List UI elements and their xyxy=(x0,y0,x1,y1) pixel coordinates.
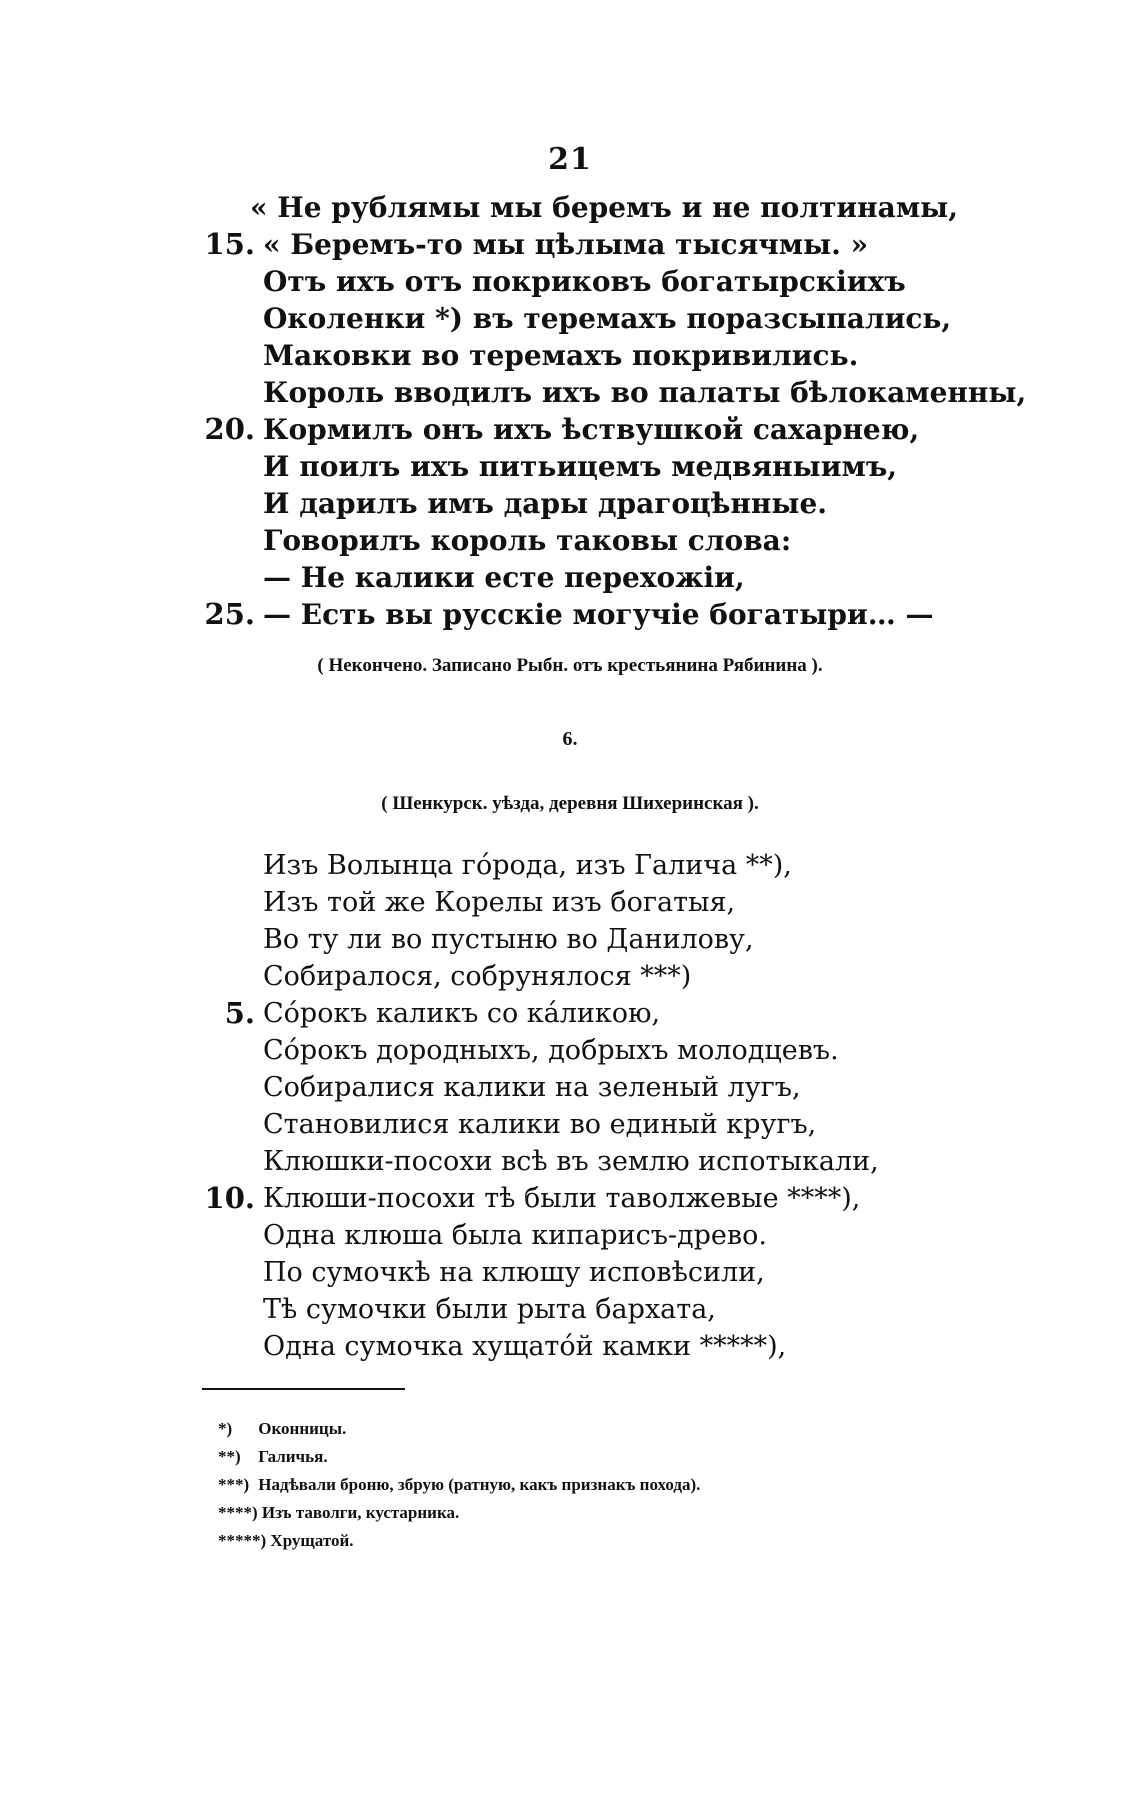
footnote-mark: *****) xyxy=(218,1531,267,1550)
verse-line xyxy=(0,374,1140,411)
colophon-note: ( Неконченo. Записано Рыбн. отъ крестьянина Рябинина ). xyxy=(317,655,823,676)
footnote-text: Галичья. xyxy=(258,1447,328,1466)
line-text: Собиралося, собрунялося ***) xyxy=(263,961,692,992)
footnote-mark: **) xyxy=(218,1447,241,1466)
footnote-text: Хрущатой. xyxy=(270,1531,354,1550)
verse-line xyxy=(0,847,1140,884)
verse-line xyxy=(0,1180,1140,1217)
line-text: Одна сумочка хущатóй камки *****), xyxy=(263,1331,787,1362)
verse-line xyxy=(0,1069,1140,1106)
stanza-2 xyxy=(0,847,1140,1365)
line-text: Клюши-посохи тѣ были таволжевые ****), xyxy=(263,1183,861,1214)
line-text: Кормилъ онъ ихъ ѣствушкой сахарнею, xyxy=(263,413,920,446)
stanza-1 xyxy=(0,189,1140,633)
verse-line xyxy=(0,1106,1140,1143)
section-number: 6. xyxy=(562,728,578,750)
footnote xyxy=(218,1415,978,1443)
footnote-text: Надѣвали броню, збрую (ратную, какъ признакъ похода). xyxy=(258,1475,701,1494)
verse-line xyxy=(0,596,1140,633)
verse-line xyxy=(0,263,1140,300)
footnote-mark: ****) xyxy=(218,1503,258,1522)
verse-line xyxy=(0,1328,1140,1365)
line-text: Околенки *) въ теремахъ поразсыпались, xyxy=(263,302,952,335)
line-text: Во ту ли во пустыню во Данилову, xyxy=(263,924,754,955)
verse-line xyxy=(0,921,1140,958)
line-text: Одна клюша была кипарисъ-древо. xyxy=(263,1220,767,1251)
line-text: И поилъ ихъ питьицемъ медвяныимъ, xyxy=(263,450,898,483)
footnote xyxy=(218,1471,978,1499)
line-number: 20. xyxy=(204,412,255,446)
verse-line xyxy=(0,958,1140,995)
verse-line xyxy=(0,1217,1140,1254)
line-text: Становилися калики во единый кругъ, xyxy=(263,1109,817,1140)
line-number: 25. xyxy=(204,597,255,631)
verse-line xyxy=(0,1143,1140,1180)
line-text: Изъ Волынца гóрода, изъ Галича **), xyxy=(263,850,792,881)
verse-line xyxy=(0,1254,1140,1291)
line-text: « Беремъ-то мы цѣлыма тысячмы. » xyxy=(263,228,869,261)
line-text: По сумочкѣ на клюшу исповѣсили, xyxy=(263,1257,765,1288)
line-text: И дарилъ имъ дары драгоцѣнные. xyxy=(263,487,828,520)
footnote xyxy=(218,1527,978,1555)
verse-line xyxy=(0,448,1140,485)
line-text: Сóрокъ дородныхъ, добрыхъ молодцевъ. xyxy=(263,1035,839,1066)
line-text: « Не рублямы мы беремъ и не полтинамы, xyxy=(250,191,958,224)
line-text: Собиралися калики на зеленый лугъ, xyxy=(263,1072,801,1103)
verse-line xyxy=(0,485,1140,522)
line-text: Говорилъ король таковы слова: xyxy=(263,524,792,557)
footnotes xyxy=(218,1415,978,1555)
verse-line xyxy=(0,1032,1140,1069)
footnote xyxy=(218,1499,978,1527)
verse-line xyxy=(0,337,1140,374)
line-text: Сóрокъ каликъ со кáликою, xyxy=(263,998,661,1029)
verse-line xyxy=(0,884,1140,921)
line-text: Отъ ихъ отъ покриковъ богатырскiихъ xyxy=(263,265,906,298)
line-text: — Не калики есте перехожiи, xyxy=(263,561,745,594)
verse-line xyxy=(0,300,1140,337)
line-number: 15. xyxy=(204,227,255,261)
verse-line xyxy=(0,995,1140,1032)
location-note: ( Шенкурск. уѣзда, деревня Шихеринская ). xyxy=(381,793,759,814)
footnote-divider xyxy=(202,1388,405,1390)
footnote-mark: ***) xyxy=(218,1475,250,1494)
footnote-mark: *) xyxy=(218,1419,233,1438)
verse-line xyxy=(0,559,1140,596)
verse-line xyxy=(0,226,1140,263)
line-text: Маковки во теремахъ покривились. xyxy=(263,339,859,372)
verse-line xyxy=(0,1291,1140,1328)
footnote-text: Изъ таволги, кустарника. xyxy=(261,1503,460,1522)
page-number: 21 xyxy=(548,142,592,177)
line-text: Тѣ сумочки были рыта бархата, xyxy=(263,1294,716,1325)
line-text: Клюшки-посохи всѣ въ землю испотыкали, xyxy=(263,1146,879,1177)
line-number: 10. xyxy=(204,1181,255,1215)
verse-line xyxy=(0,522,1140,559)
line-text: Изъ той же Корелы изъ богатыя, xyxy=(263,887,736,918)
verse-line xyxy=(0,411,1140,448)
footnote xyxy=(218,1443,978,1471)
line-number: 5. xyxy=(224,996,255,1030)
line-text: Король вводилъ ихъ во палаты бѣлокаменны, xyxy=(263,376,1027,409)
verse-line xyxy=(0,189,1140,226)
line-text: — Есть вы русскiе могучiе богатыри… — xyxy=(263,598,934,631)
footnote-text: Оконницы. xyxy=(258,1419,347,1438)
